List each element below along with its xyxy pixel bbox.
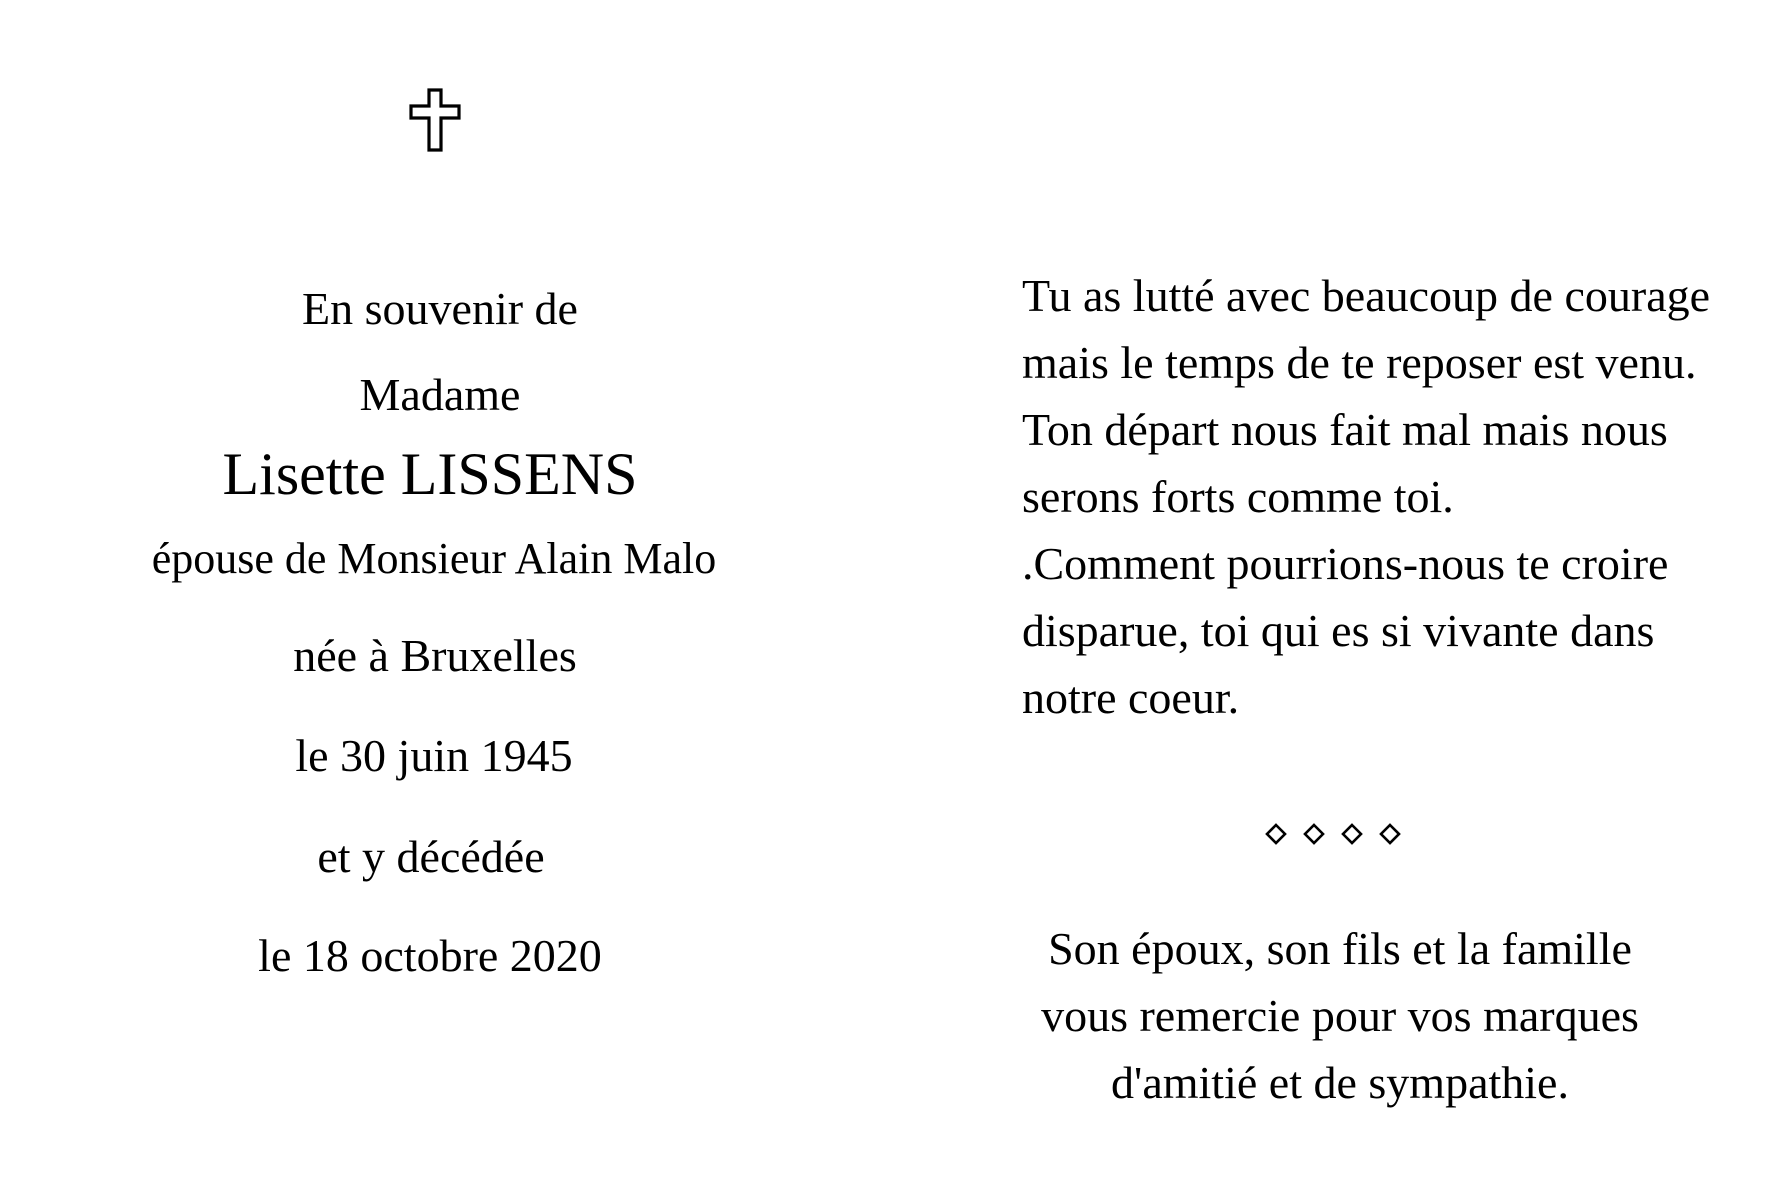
verse-line: notre coeur. [1022,672,1240,723]
verse-line: disparue, toi qui es si vivante dans [1022,605,1655,656]
verse-line: Tu as lutté avec beaucoup de courage [1022,270,1711,321]
intro-text: En souvenir de [302,283,578,334]
death-date-text: le 18 octobre 2020 [258,930,602,981]
verse-line: .Comment pourrions-nous te croire [1022,538,1669,589]
birth-place-text: née à Bruxelles [293,630,577,681]
verse-line: mais le temps de te reposer est venu. [1022,337,1697,388]
verse-line: Ton départ nous fait mal mais nous [1022,404,1668,455]
memorial-verse [1022,262,1710,731]
verse-line: serons forts comme toi. [1022,471,1454,522]
title-text: Madame [359,369,521,420]
spouse-text: épouse de Monsieur Alain Malo [151,534,717,583]
death-place-text: et y décédée [317,831,545,882]
thanks-line: Son époux, son fils et la famille [1048,923,1632,974]
thanks-line: d'amitié et de sympathie. [1111,1057,1569,1108]
deceased-name: Lisette LISSENS [222,441,638,507]
birth-date-text: le 30 juin 1945 [295,730,573,781]
diamond-ornament-icon [1263,821,1413,847]
cross-icon [407,88,463,152]
thanks-line: vous remercie pour vos marques [1041,990,1639,1041]
thanks-message [1020,915,1660,1116]
